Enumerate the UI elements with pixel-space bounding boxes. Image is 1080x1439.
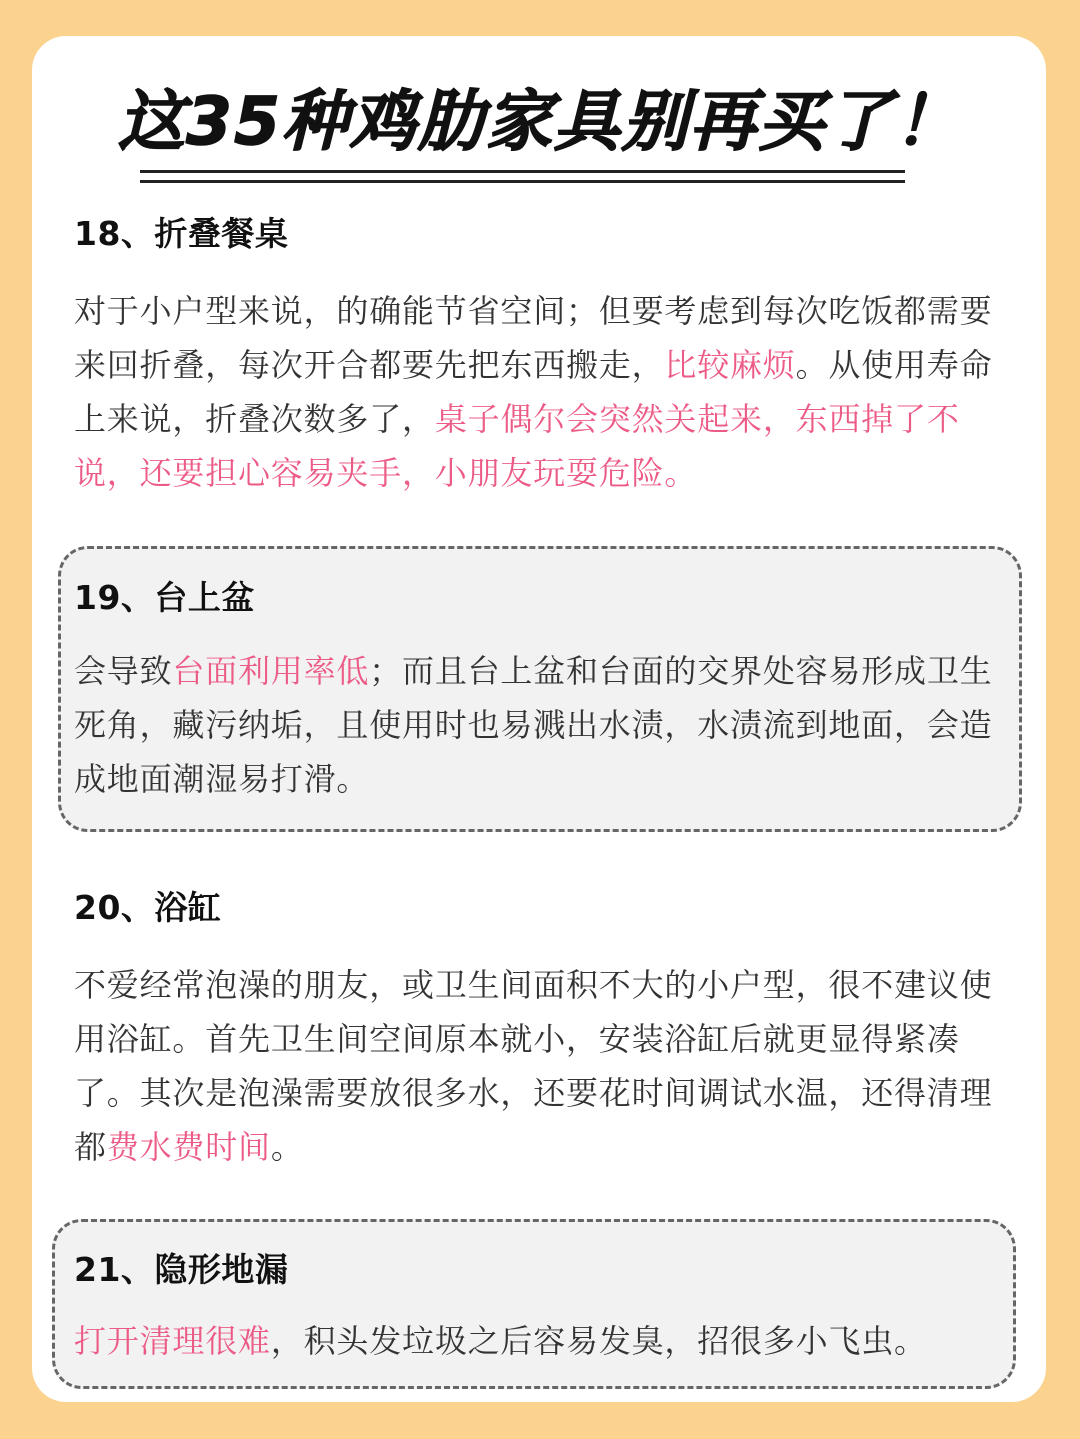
- section-item: [74, 888, 994, 1174]
- body-text: 会导致: [74, 652, 173, 690]
- section-item: [74, 214, 994, 500]
- body-text: 。: [270, 1128, 304, 1166]
- body-text: 对于小户型来说，的确能节省空间；但要考虑到每次吃饭都需要来回折叠，每次开合都要先把东西搬走，: [74, 292, 993, 384]
- section-body: [74, 958, 994, 1174]
- section-item: [74, 1250, 994, 1368]
- section-heading: 21、隐形地漏: [74, 1250, 289, 1289]
- section-heading: 18、折叠餐桌: [74, 214, 289, 253]
- title-underline-top: [140, 170, 905, 173]
- highlight-text: 费水费时间: [106, 1128, 271, 1166]
- section-body: [74, 1314, 994, 1368]
- page-title: 这35种鸡肋家具别再买了！: [118, 83, 962, 160]
- body-text: ；而且台上盆和台面的交界处容易形成卫生死角，藏污纳垢，且使用时也易溅出水渍，水渍流到地面，会造成地面潮湿易打滑。: [74, 652, 993, 798]
- highlight-text: 台面利用率低: [172, 652, 370, 690]
- section-item: [74, 578, 994, 806]
- body-text: ，积头发垃圾之后容易发臭，招很多小飞虫。: [270, 1322, 927, 1360]
- section-body: [74, 284, 994, 500]
- title-underline-bottom: [140, 180, 905, 183]
- section-body: [74, 644, 994, 806]
- section-heading: 19、台上盆: [74, 578, 255, 617]
- body-text: 不爱经常泡澡的朋友，或卫生间面积不大的小户型，很不建议使用浴缸。首先卫生间空间原本就小，安装浴缸后就更显得紧凑了。其次是泡澡需要放很多水，还要花时间调试水温，还得清理都: [74, 966, 993, 1166]
- body-text: 。从使用寿命上来说，折叠次数多了，: [74, 346, 993, 438]
- highlight-text: 打开清理很难: [74, 1322, 271, 1360]
- highlight-text: 桌子偶尔会突然关起来，东西掉了不说，还要担心容易夹手，小朋友玩耍危险。: [74, 400, 960, 492]
- section-heading: 20、浴缸: [74, 888, 222, 927]
- highlight-text: 比较麻烦: [664, 346, 796, 384]
